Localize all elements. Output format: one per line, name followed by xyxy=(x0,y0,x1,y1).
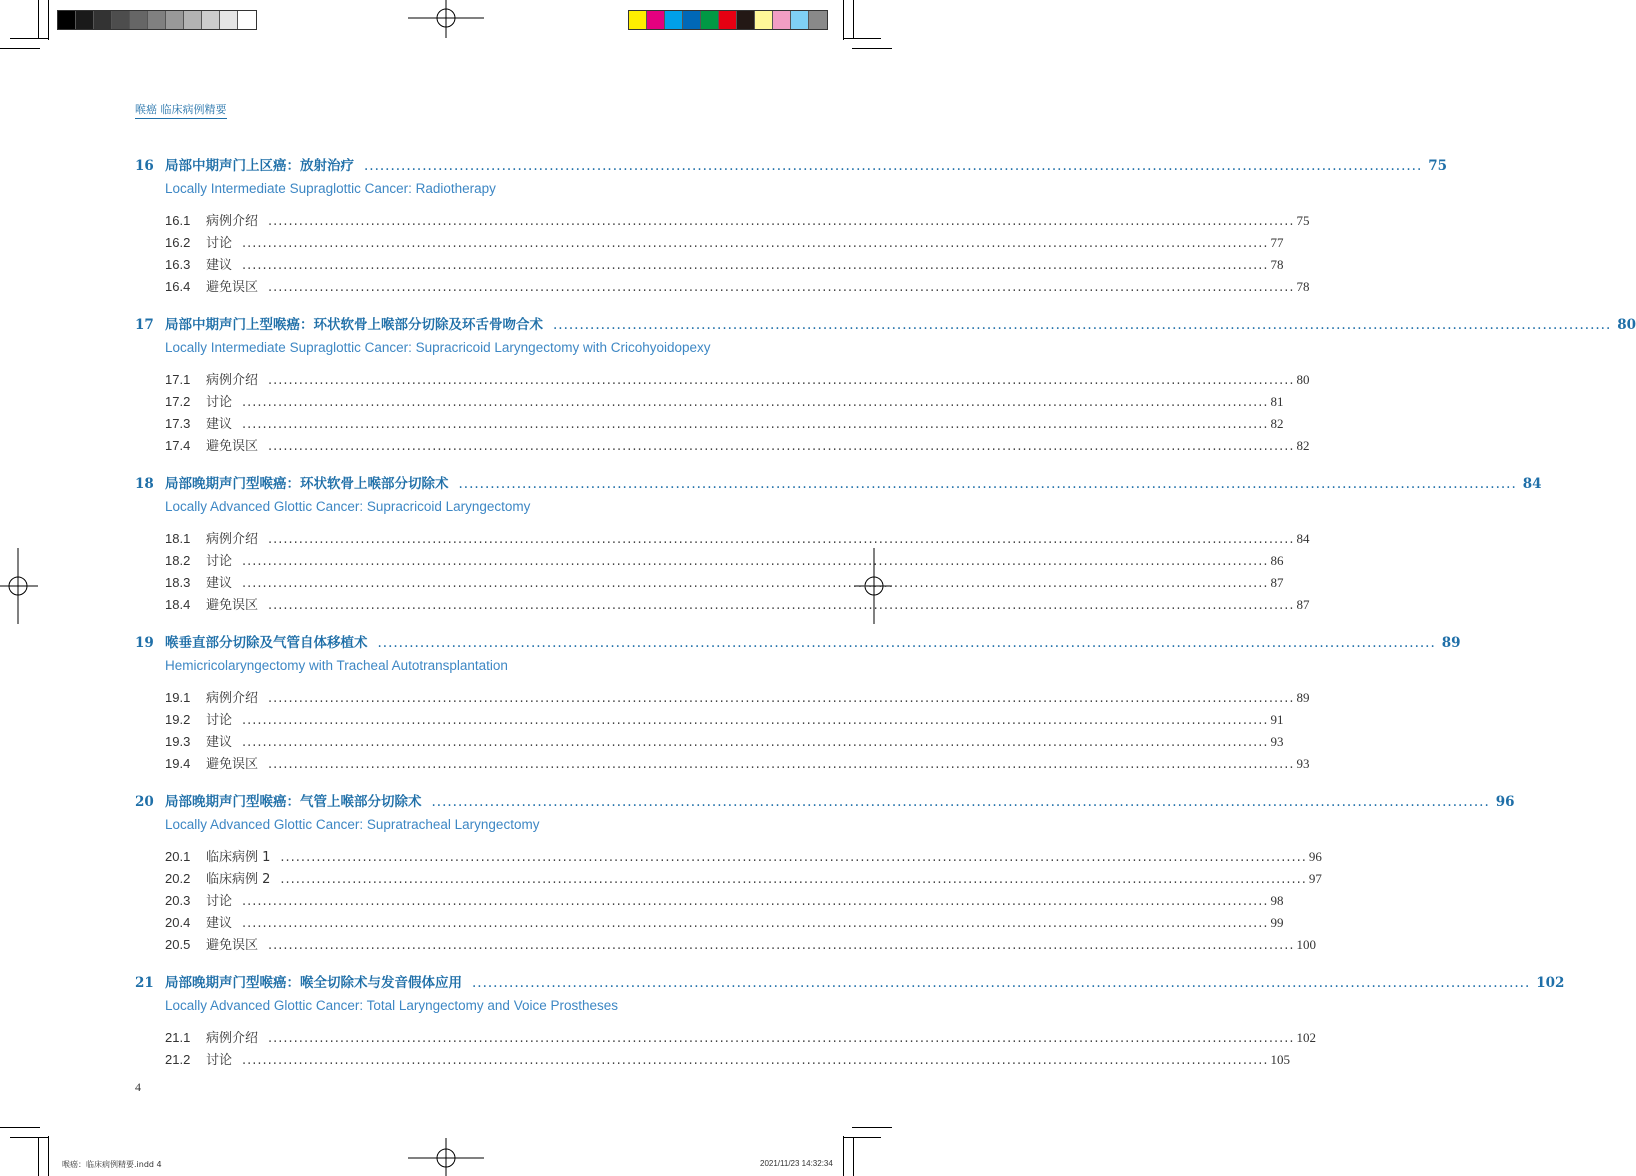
chapter-number: 17 xyxy=(135,317,154,333)
toc-entry[interactable] xyxy=(165,912,1284,934)
section-page: 82 xyxy=(1296,438,1310,453)
toc-chapter xyxy=(135,313,1636,457)
leader-dots: ........................................................................................................................................................................................................ xyxy=(280,850,1307,865)
leader-dots: ........................................................................................................................................................................................................ xyxy=(268,439,1295,454)
section-number: 17.4 xyxy=(165,438,191,453)
section-page: 78 xyxy=(1270,257,1284,272)
chapter-page: 84 xyxy=(1522,476,1542,492)
crop-mark xyxy=(38,0,39,38)
leader-dots: ........................................................................................................................................................................................................ xyxy=(268,938,1295,953)
section-page: 93 xyxy=(1296,756,1310,771)
color-swatch xyxy=(647,11,665,29)
toc-entry[interactable] xyxy=(165,731,1284,753)
leader-dots: ........................................................................................................................................................................................................ xyxy=(268,532,1295,547)
crop-mark xyxy=(843,38,881,39)
color-swatch xyxy=(166,11,184,29)
leader-dots: ........................................................................................................................................................................................................ xyxy=(242,395,1269,410)
chapter-heading[interactable] xyxy=(135,313,1636,337)
section-title: 避免误区 xyxy=(206,439,259,454)
slug-timestamp: 2021/11/23 14:32:34 xyxy=(760,1159,833,1168)
section-number: 17.1 xyxy=(165,372,191,387)
chapter-number: 19 xyxy=(135,635,154,651)
chapter-title: 局部晚期声门型喉癌：喉全切除术与发音假体应用 xyxy=(165,975,462,991)
toc-entry[interactable] xyxy=(165,254,1284,276)
section-title: 病例介绍 xyxy=(206,1031,259,1046)
leader-dots: ........................................................................................................................................................................................................ xyxy=(242,258,1269,273)
section-number: 16.1 xyxy=(165,213,191,228)
table-of-contents xyxy=(135,154,1636,1086)
section-title: 临床病例 2 xyxy=(206,872,271,887)
leader-dots: ........................................................................................................................................................................................................ xyxy=(242,554,1269,569)
color-swatch xyxy=(112,11,130,29)
toc-chapter xyxy=(135,154,1448,298)
color-swatch xyxy=(737,11,755,29)
section-list xyxy=(165,369,1310,457)
toc-entry[interactable] xyxy=(165,276,1310,298)
leader-dots: ........................................................................................................................................................................................................ xyxy=(242,1053,1269,1068)
section-title: 病例介绍 xyxy=(206,373,259,388)
leader-dots: ........................................................................................................................................................................................................ xyxy=(280,872,1307,887)
crop-mark xyxy=(48,1136,49,1176)
crop-mark xyxy=(0,48,40,49)
color-swatch xyxy=(719,11,737,29)
section-page: 89 xyxy=(1296,690,1310,705)
crop-mark xyxy=(38,1137,39,1176)
leader-dots: ........................................................................................................................................................................................................ xyxy=(377,635,1436,651)
section-page: 80 xyxy=(1296,372,1310,387)
section-page: 99 xyxy=(1270,915,1284,930)
toc-entry[interactable] xyxy=(165,391,1284,413)
toc-entry[interactable] xyxy=(165,753,1310,775)
section-list xyxy=(165,210,1310,298)
section-title: 讨论 xyxy=(206,554,233,569)
section-number: 19.1 xyxy=(165,690,191,705)
toc-chapter xyxy=(135,971,1565,1071)
section-page: 78 xyxy=(1296,279,1310,294)
chapter-number: 20 xyxy=(135,794,154,810)
leader-dots: ........................................................................................................................................................................................................ xyxy=(268,691,1295,706)
crop-mark xyxy=(0,1127,40,1128)
section-title: 病例介绍 xyxy=(206,214,259,229)
section-list xyxy=(165,846,1322,956)
section-number: 20.3 xyxy=(165,893,191,908)
section-title: 讨论 xyxy=(206,395,233,410)
section-number: 18.2 xyxy=(165,553,191,568)
section-title: 建议 xyxy=(206,916,233,931)
toc-entry[interactable] xyxy=(165,572,1284,594)
chapter-subtitle-en: Locally Advanced Glottic Cancer: Supracricoid Laryngectomy xyxy=(165,499,531,514)
chapter-title: 喉垂直部分切除及气管自体移植术 xyxy=(165,635,368,651)
toc-entry[interactable] xyxy=(165,1049,1290,1071)
section-title: 避免误区 xyxy=(206,938,259,953)
color-swatch xyxy=(629,11,647,29)
color-swatch xyxy=(94,11,112,29)
color-swatch xyxy=(184,11,202,29)
section-page: 97 xyxy=(1308,871,1322,886)
toc-entry[interactable] xyxy=(165,890,1284,912)
chapter-page: 75 xyxy=(1428,158,1448,174)
chapter-title: 局部中期声门上区癌：放射治疗 xyxy=(165,158,354,174)
grayscale-bar xyxy=(57,10,257,30)
chapter-page: 102 xyxy=(1536,975,1565,991)
section-number: 18.4 xyxy=(165,597,191,612)
section-number: 20.2 xyxy=(165,871,191,886)
toc-chapter xyxy=(135,472,1542,616)
leader-dots: ........................................................................................................................................................................................................ xyxy=(268,280,1295,295)
color-swatch xyxy=(683,11,701,29)
crop-mark xyxy=(852,48,892,49)
color-swatch xyxy=(220,11,238,29)
toc-entry[interactable] xyxy=(165,1027,1316,1049)
color-swatch xyxy=(238,11,256,29)
section-list xyxy=(165,528,1310,616)
chapter-subtitle-en: Locally Intermediate Supraglottic Cancer: Supracricoid Laryngectomy with Cricohyoidopexy xyxy=(165,340,711,355)
chapter-title: 局部晚期声门型喉癌：气管上喉部分切除术 xyxy=(165,794,422,810)
color-swatch xyxy=(791,11,809,29)
chapter-heading[interactable] xyxy=(135,154,1448,178)
section-page: 75 xyxy=(1296,213,1310,228)
registration-mark-left xyxy=(0,548,40,624)
section-page: 91 xyxy=(1270,712,1284,727)
section-page: 102 xyxy=(1296,1030,1316,1045)
crop-mark xyxy=(852,1127,892,1128)
crop-mark xyxy=(853,1137,854,1176)
chapter-heading[interactable] xyxy=(135,472,1542,496)
section-title: 临床病例 1 xyxy=(206,850,271,865)
section-title: 建议 xyxy=(206,735,233,750)
section-number: 18.3 xyxy=(165,575,191,590)
chapter-title: 局部中期声门上型喉癌：环状软骨上喉部分切除及环舌骨吻合术 xyxy=(165,317,543,333)
section-number: 20.5 xyxy=(165,937,191,952)
section-title: 建议 xyxy=(206,576,233,591)
color-swatch xyxy=(58,11,76,29)
crop-mark xyxy=(10,38,48,39)
section-title: 避免误区 xyxy=(206,280,259,295)
section-number: 16.4 xyxy=(165,279,191,294)
toc-entry[interactable] xyxy=(165,687,1310,709)
toc-entry[interactable] xyxy=(165,369,1310,391)
toc-entry[interactable] xyxy=(165,210,1310,232)
section-page: 87 xyxy=(1270,575,1284,590)
section-title: 讨论 xyxy=(206,713,233,728)
section-page: 100 xyxy=(1296,937,1316,952)
chapter-heading[interactable] xyxy=(135,790,1515,814)
chapter-subtitle-en: Locally Advanced Glottic Cancer: Supratracheal Laryngectomy xyxy=(165,817,540,832)
leader-dots: ........................................................................................................................................................................................................ xyxy=(242,236,1269,251)
color-swatch xyxy=(701,11,719,29)
slug-filename: 喉癌：临床病例精要.indd 4 xyxy=(62,1160,162,1169)
leader-dots: ........................................................................................................................................................................................................ xyxy=(472,975,1531,991)
section-number: 19.2 xyxy=(165,712,191,727)
crop-mark xyxy=(843,1137,881,1138)
section-number: 17.3 xyxy=(165,416,191,431)
section-number: 19.4 xyxy=(165,756,191,771)
leader-dots: ........................................................................................................................................................................................................ xyxy=(268,598,1295,613)
leader-dots: ........................................................................................................................................................................................................ xyxy=(268,1031,1295,1046)
toc-entry[interactable] xyxy=(165,934,1316,956)
color-swatch xyxy=(755,11,773,29)
toc-entry[interactable] xyxy=(165,709,1284,731)
section-page: 105 xyxy=(1270,1052,1290,1067)
color-swatch xyxy=(809,11,827,29)
section-number: 21.1 xyxy=(165,1030,191,1045)
toc-entry[interactable] xyxy=(165,550,1284,572)
section-page: 82 xyxy=(1270,416,1284,431)
section-title: 建议 xyxy=(206,258,233,273)
section-title: 讨论 xyxy=(206,894,233,909)
leader-dots: ........................................................................................................................................................................................................ xyxy=(242,417,1269,432)
leader-dots: ........................................................................................................................................................................................................ xyxy=(242,894,1269,909)
toc-entry[interactable] xyxy=(165,846,1322,868)
toc-entry[interactable] xyxy=(165,594,1310,616)
registration-mark-bottom xyxy=(408,1136,484,1176)
section-number: 18.1 xyxy=(165,531,191,546)
section-page: 93 xyxy=(1270,734,1284,749)
section-number: 16.2 xyxy=(165,235,191,250)
toc-entry[interactable] xyxy=(165,232,1284,254)
color-swatch xyxy=(130,11,148,29)
section-title: 病例介绍 xyxy=(206,532,259,547)
section-title: 讨论 xyxy=(206,1053,233,1068)
leader-dots: ........................................................................................................................................................................................................ xyxy=(268,757,1295,772)
crop-mark xyxy=(843,1136,844,1176)
section-page: 86 xyxy=(1270,553,1284,568)
section-number: 20.1 xyxy=(165,849,191,864)
section-number: 21.2 xyxy=(165,1052,191,1067)
chapter-page: 96 xyxy=(1495,794,1515,810)
toc-entry[interactable] xyxy=(165,868,1322,890)
section-page: 98 xyxy=(1270,893,1284,908)
registration-mark-top xyxy=(408,0,484,40)
section-title: 建议 xyxy=(206,417,233,432)
section-page: 81 xyxy=(1270,394,1284,409)
section-page: 77 xyxy=(1270,235,1284,250)
crop-mark xyxy=(10,1137,48,1138)
section-page: 84 xyxy=(1296,531,1310,546)
toc-chapter xyxy=(135,790,1515,956)
crop-mark xyxy=(853,0,854,38)
section-page: 96 xyxy=(1308,849,1322,864)
crop-mark xyxy=(48,0,49,40)
leader-dots: ........................................................................................................................................................................................................ xyxy=(242,916,1269,931)
toc-entry[interactable] xyxy=(165,435,1310,457)
section-number: 17.2 xyxy=(165,394,191,409)
leader-dots: ........................................................................................................................................................................................................ xyxy=(364,158,1423,174)
section-list xyxy=(165,687,1310,775)
chapter-page: 80 xyxy=(1617,317,1636,333)
leader-dots: ........................................................................................................................................................................................................ xyxy=(431,794,1490,810)
section-title: 病例介绍 xyxy=(206,691,259,706)
page-number: 4 xyxy=(135,1080,141,1094)
leader-dots: ........................................................................................................................................................................................................ xyxy=(458,476,1517,492)
crop-mark xyxy=(843,0,844,40)
toc-entry[interactable] xyxy=(165,413,1284,435)
color-swatch xyxy=(773,11,791,29)
chapter-number: 18 xyxy=(135,476,154,492)
chapter-subtitle-en: Hemicricolaryngectomy with Tracheal Autotransplantation xyxy=(165,658,508,673)
section-number: 16.3 xyxy=(165,257,191,272)
running-head: 喉癌 临床病例精要 xyxy=(135,101,227,119)
leader-dots: ........................................................................................................................................................................................................ xyxy=(553,317,1612,333)
section-title: 避免误区 xyxy=(206,757,259,772)
section-page: 87 xyxy=(1296,597,1310,612)
chapter-heading[interactable] xyxy=(135,631,1461,655)
chapter-subtitle-en: Locally Intermediate Supraglottic Cancer: Radiotherapy xyxy=(165,181,496,196)
section-title: 讨论 xyxy=(206,236,233,251)
color-swatch xyxy=(148,11,166,29)
chapter-heading[interactable] xyxy=(135,971,1565,995)
color-swatch xyxy=(665,11,683,29)
color-bar xyxy=(628,10,828,30)
chapter-page: 89 xyxy=(1441,635,1461,651)
leader-dots: ........................................................................................................................................................................................................ xyxy=(268,373,1295,388)
leader-dots: ........................................................................................................................................................................................................ xyxy=(242,713,1269,728)
leader-dots: ........................................................................................................................................................................................................ xyxy=(268,214,1295,229)
chapter-number: 16 xyxy=(135,158,154,174)
leader-dots: ........................................................................................................................................................................................................ xyxy=(242,576,1269,591)
color-swatch xyxy=(76,11,94,29)
chapter-number: 21 xyxy=(135,975,154,991)
leader-dots: ........................................................................................................................................................................................................ xyxy=(242,735,1269,750)
section-number: 20.4 xyxy=(165,915,191,930)
chapter-subtitle-en: Locally Advanced Glottic Cancer: Total Laryngectomy and Voice Prostheses xyxy=(165,998,619,1013)
section-number: 19.3 xyxy=(165,734,191,749)
toc-chapter xyxy=(135,631,1461,775)
chapter-title: 局部晚期声门型喉癌：环状软骨上喉部分切除术 xyxy=(165,476,449,492)
toc-entry[interactable] xyxy=(165,528,1310,550)
section-title: 避免误区 xyxy=(206,598,259,613)
section-list xyxy=(165,1027,1316,1071)
color-swatch xyxy=(202,11,220,29)
